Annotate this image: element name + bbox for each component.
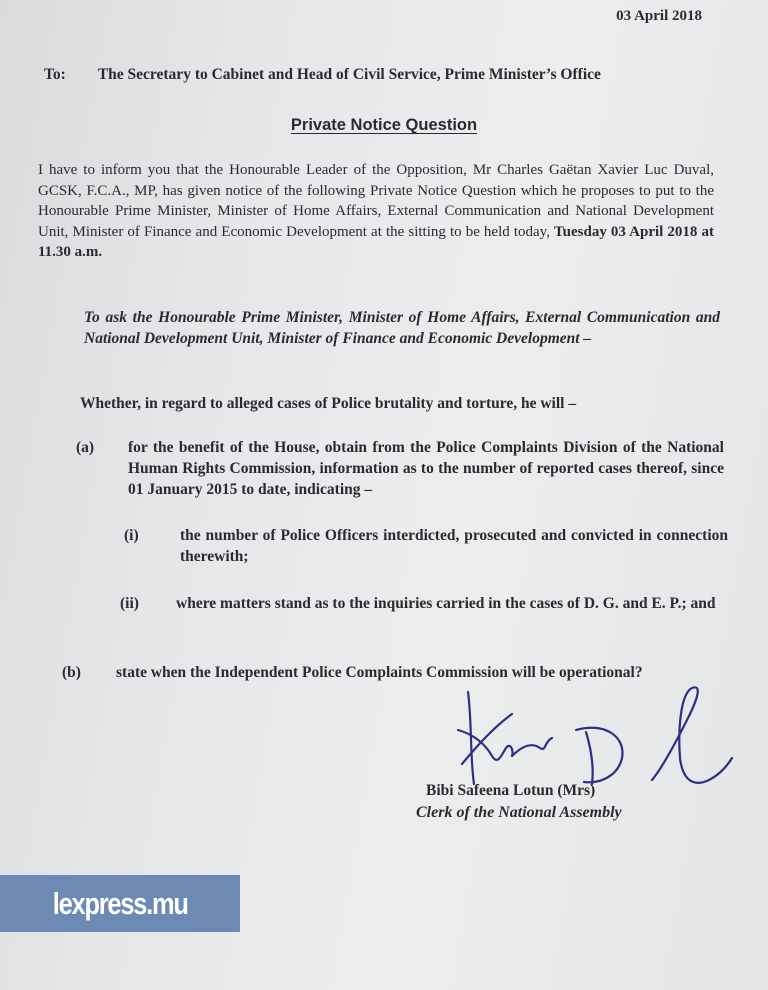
- recipient: The Secretary to Cabinet and Head of Civil Service, Prime Minister’s Office: [97, 66, 601, 83]
- item-text-ii: where matters stand as to the inquiries carried in the cases of D. G. and E. P.; and: [176, 595, 716, 612]
- intro-paragraph: [38, 160, 714, 263]
- lexpress-watermark: [0, 875, 240, 932]
- letter-date: 03 April 2018: [616, 8, 702, 24]
- recipient-line: [44, 66, 601, 84]
- sitting-date: Tuesday 03 April 2018 at 11.30 a.m.: [38, 223, 715, 260]
- question-item-a: [76, 437, 724, 503]
- question-preamble: To ask the Honourable Prime Minister, Minister of Home Affairs, External Communication and National Development Unit, Minister of Finance and Economic Development –: [84, 309, 720, 347]
- intro-text: I have to inform you that the Honourable Leader of the Opposition, Mr Charles Gaëtan Xavier Luc Duval, GCSK, F.C.A., MP, has given notice of the following Private Notice Question which he proposes to put to the Honourable Prime Minister, Minister of Home Affairs, External Communication and National Development Unit, Minister of Finance and Economic Development at the sitting to be held today,: [38, 162, 714, 240]
- item-marker-a: (a): [76, 439, 95, 456]
- item-text-b: state when the Independent Police Complaints Commission will be operational?: [116, 664, 643, 681]
- to-label: To:: [44, 66, 66, 83]
- item-text-a: for the benefit of the House, obtain from the Police Complaints Division of the National Human Rights Commission, information as to the number of reported cases thereof, since 01 January 2015 to date, indicating –: [128, 439, 724, 498]
- document-heading: Private Notice Question: [290, 116, 478, 134]
- item-marker-i: (i): [124, 527, 139, 544]
- question-lead: Whether, in regard to alleged cases of Police brutality and torture, he will –: [80, 395, 577, 412]
- item-marker-ii: (ii): [120, 595, 139, 612]
- item-text-i: the number of Police Officers interdicted, prosecuted and convicted in connection therewith;: [180, 527, 728, 565]
- watermark-text: lexpress.mu: [52, 885, 188, 921]
- item-marker-b: (b): [62, 664, 81, 681]
- signatory-name: Bibi Safeena Lotun (Mrs): [426, 782, 596, 799]
- question-item-ii: [120, 593, 732, 637]
- signatory-title: Clerk of the National Assembly: [416, 804, 622, 821]
- question-item-i: [124, 525, 728, 569]
